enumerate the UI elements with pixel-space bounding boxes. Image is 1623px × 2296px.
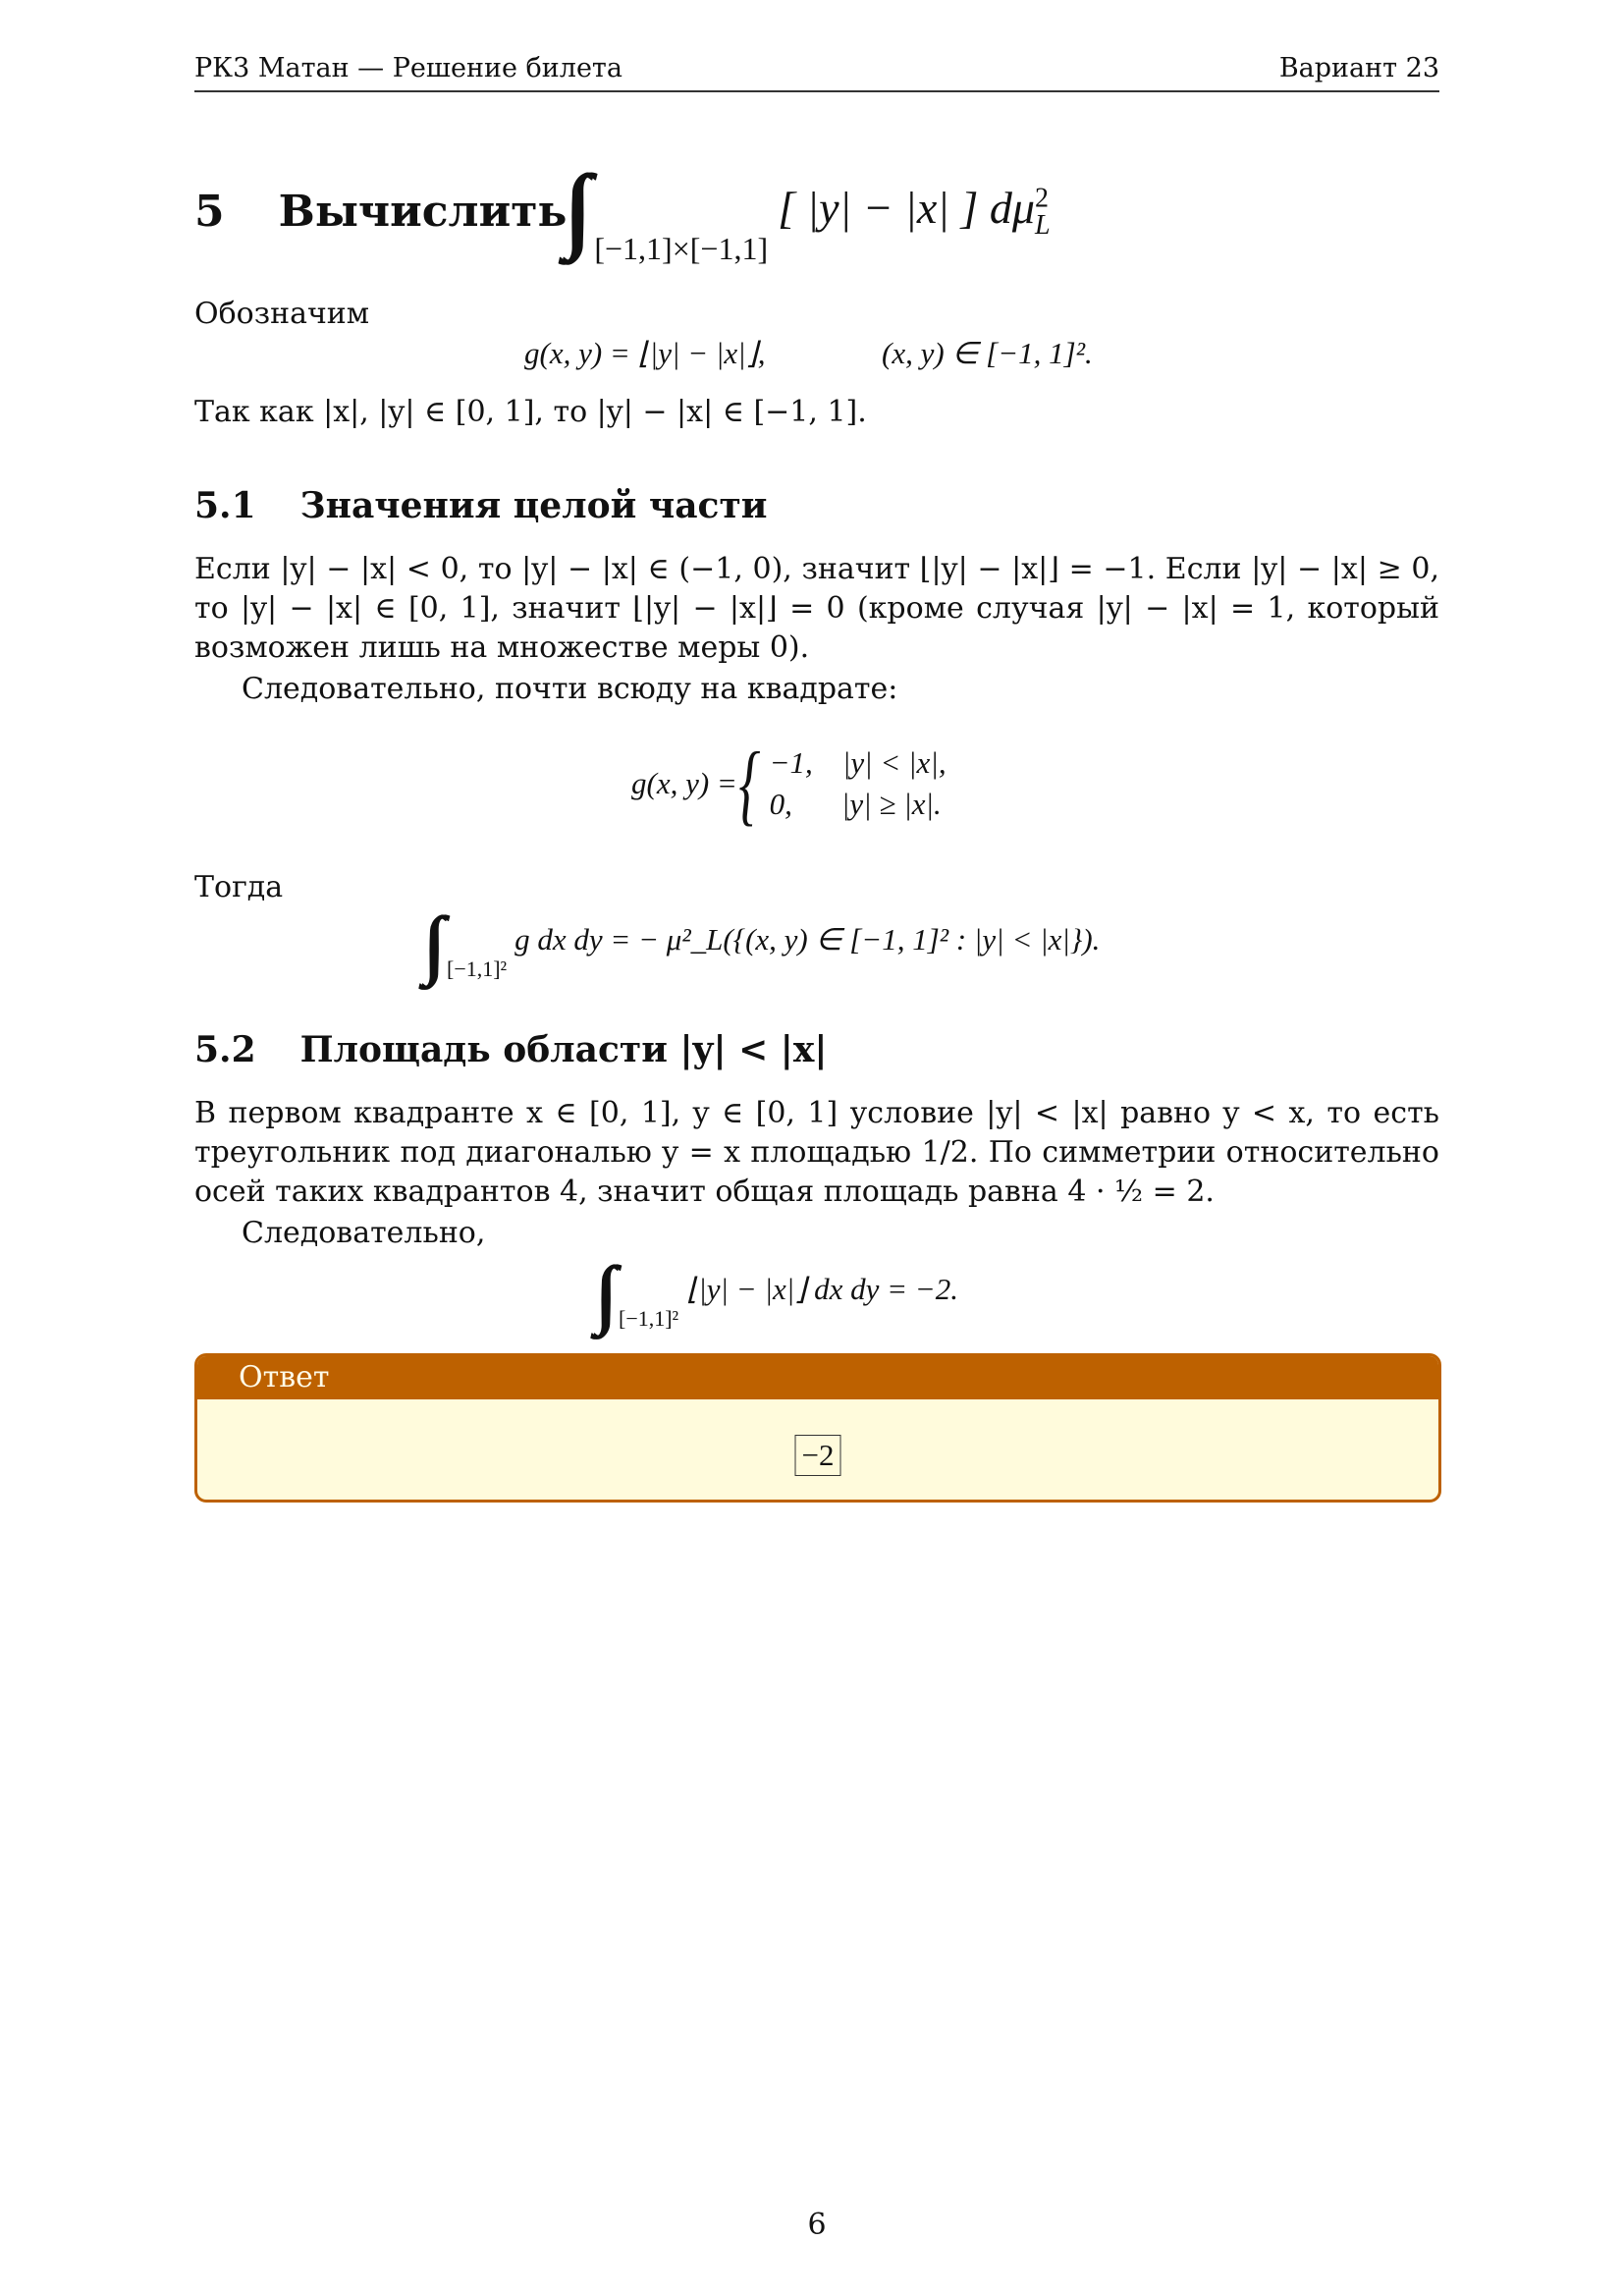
section-heading: [194, 157, 1051, 266]
left-brace: {: [738, 734, 761, 834]
paragraph-conclusion: Следовательно, почти всюду на квадрате:: [242, 672, 898, 706]
header-variant: Вариант 23: [1278, 53, 1439, 83]
equation-body: g dx dy = − μ²_L({(x, y) ∈ [−1, 1]² : |y| < |x|}).: [514, 922, 1101, 957]
integrand-text: [ |y| − |x| ] dμ: [778, 183, 1035, 234]
g-definition: g(x, y) = ⌊|y| − |x|⌋,: [524, 336, 766, 370]
integral-domain: [−1,1]×[−1,1]: [594, 231, 769, 266]
integral-domain: [−1,1]²: [619, 1306, 679, 1331]
answer-box: [194, 1353, 1441, 1503]
case-row: [770, 742, 947, 784]
section-number: 5: [194, 187, 225, 237]
subsection-title: Площадь области |y| < |x|: [299, 1029, 828, 1070]
paragraph-area: В первом квадранте x ∈ [0, 1], y ∈ [0, 1] условие |y| < |x| равно y < x, то есть треугольник под диагональю y = x площадью 1/2. По симметрии относительно осей таких квадрантов 4, значит общая площадь равна 4 · ½ = 2.: [194, 1096, 1439, 1209]
measure-equation: [425, 896, 1100, 984]
paragraph-floor-values: Если |y| − |x| < 0, то |y| − |x| ∈ (−1, 0), значит ⌊|y| − |x|⌋ = −1. Если |y| − |x| ≥ 0, то |y| − |x| ∈ [0, 1], значит ⌊|y| − |x|⌋ = 0 (кроме случая |y| − |x| = 1, который возможен лишь на множестве меры 0).: [194, 552, 1439, 665]
then-text: Тогда: [194, 870, 284, 904]
header-title: РК3 Матан — Решение билета: [194, 53, 622, 83]
page-number: 6: [807, 2208, 827, 2242]
subsection-number: 5.2: [194, 1029, 256, 1070]
case-row: [770, 784, 947, 825]
cases-equation: [631, 734, 947, 834]
answer-title: Ответ: [197, 1356, 1438, 1399]
case-condition: |y| < |x|,: [841, 745, 947, 780]
measure-sub: L: [1034, 209, 1051, 241]
denote-text: Обозначим: [194, 297, 370, 331]
g-domain: (x, y) ∈ [−1, 1]².: [882, 336, 1093, 370]
paragraph-therefore: Следовательно,: [242, 1216, 486, 1250]
answer-value: −2: [795, 1435, 841, 1476]
final-equation: [597, 1245, 958, 1334]
section-title: Вычислить: [278, 187, 568, 237]
subsection-heading-2: [194, 1029, 827, 1070]
integral-domain: [−1,1]²: [447, 957, 508, 981]
case-condition: |y| ≥ |x|.: [840, 787, 942, 821]
running-header: [194, 51, 1439, 92]
since-text: Так как |x|, |y| ∈ [0, 1], то |y| − |x| ∈ [−1, 1].: [194, 395, 867, 429]
cases-lhs: g(x, y) =: [631, 766, 737, 800]
cases-rows: [770, 742, 947, 825]
subsection-title: Значения целой части: [299, 485, 768, 526]
case-value: −1,: [769, 745, 813, 780]
case-value: 0,: [769, 787, 792, 821]
equation-body: ⌊|y| − |x|⌋ dx dy = −2.: [686, 1272, 958, 1306]
subsection-number: 5.1: [194, 485, 256, 526]
measure-sup: 2: [1034, 184, 1049, 215]
integrand: [778, 182, 1050, 241]
subsection-heading-1: [194, 485, 767, 526]
